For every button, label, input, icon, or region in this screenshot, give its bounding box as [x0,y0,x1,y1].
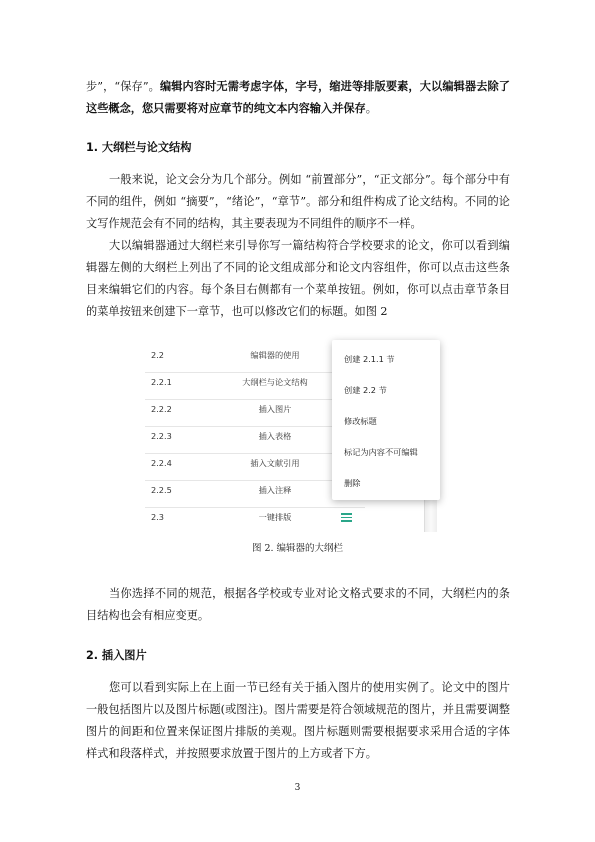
outline-row-title: 编辑器的使用 [250,350,300,360]
section-2-paragraph-1: 您可以看到实际上在上面一节已经有关于插入图片的使用实例了。论文中的图片一般包括图片以及图片标题(或图注)。图片需要是符合领域规范的图片，并且需要调整图片的间距和位置来保证图片排版的美观。图片标题则需要根据要求采用合适的字体样式和段落样式，并按照要求放置于图片的上方或者下方。 [86,681,510,760]
menu-item-create-subsection[interactable]: 创建 2.1.1 节 [344,354,395,364]
menu-item-mark-readonly[interactable]: 标记为内容不可编辑 [344,447,418,457]
menu-item-create-section[interactable]: 创建 2.2 节 [344,385,387,395]
outline-row-title: 一键排版 [258,512,292,522]
context-menu [332,340,440,500]
figure-caption: 图 2. 编辑器的大纲栏 [251,543,344,554]
list-menu-icon[interactable] [341,513,352,522]
outline-row-number: 2.3 [151,512,165,522]
section-1-paragraph-2: 大以编辑器通过大纲栏来引导你写一篇结构符合学校要求的论文，你可以看到编辑器左侧的大纲栏上列出了不同的论文组成部分和论文内容组件，你可以点击这些条目来编辑它们的内容。每个条目右侧都有一个菜单按钮。例如，你可以点击章节条目的菜单按钮来创建下一章节，也可以修改它们的标题。如图 2 [86,239,510,318]
after-figure-paragraph: 当你选择不同的规范，根据各学校或专业对论文格式要求的不同，大纲栏内的条目结构也会有相应变更。 [86,587,510,622]
top-paragraph-bold: 编辑内容时无需考虑字体，字号，缩进等排版要素，大以编辑器去除了这些概念，您只需要将对应章节的纯文本内容输入并保存 [86,80,510,115]
outline-row-title: 插入图片 [258,404,292,414]
outline-row-number: 2.2.4 [151,458,172,468]
outline-row-title: 插入注释 [258,485,292,495]
outline-row-title: 大纲栏与论文结构 [242,377,308,387]
top-paragraph [86,76,510,120]
outline-row[interactable] [145,502,365,534]
outline-figure [145,340,445,532]
top-paragraph-lead: 步”，“保存”。 [86,80,160,93]
outline-row-number: 2.2.2 [151,404,172,414]
section-1-heading: 1. 大纲栏与论文结构 [86,141,192,154]
outline-row-number: 2.2.3 [151,431,172,441]
top-paragraph-tail: 。 [365,102,377,115]
outline-row-number: 2.2.5 [151,485,172,495]
section-1-paragraph-1: 一般来说，论文会分为几个部分。例如 “前置部分”，“正文部分”。每个部分中有不同的组件，例如 “摘要”，“绪论”，“章节”。部分和组件构成了论文结构。不同的论文写作规范会有不同的结构，其主要表现为不同组件的顺序不一样。 [86,173,510,230]
menu-item-edit-title[interactable]: 修改标题 [344,416,377,426]
section-2-heading: 2. 插入图片 [86,649,147,662]
outline-row-number: 2.2.1 [151,377,172,387]
page-number: 3 [294,783,301,793]
outline-row-title: 插入表格 [258,431,292,441]
outline-row-title: 插入文献引用 [250,458,300,468]
menu-item-delete[interactable]: 删除 [344,478,361,488]
outline-row-number: 2.2 [151,350,165,360]
